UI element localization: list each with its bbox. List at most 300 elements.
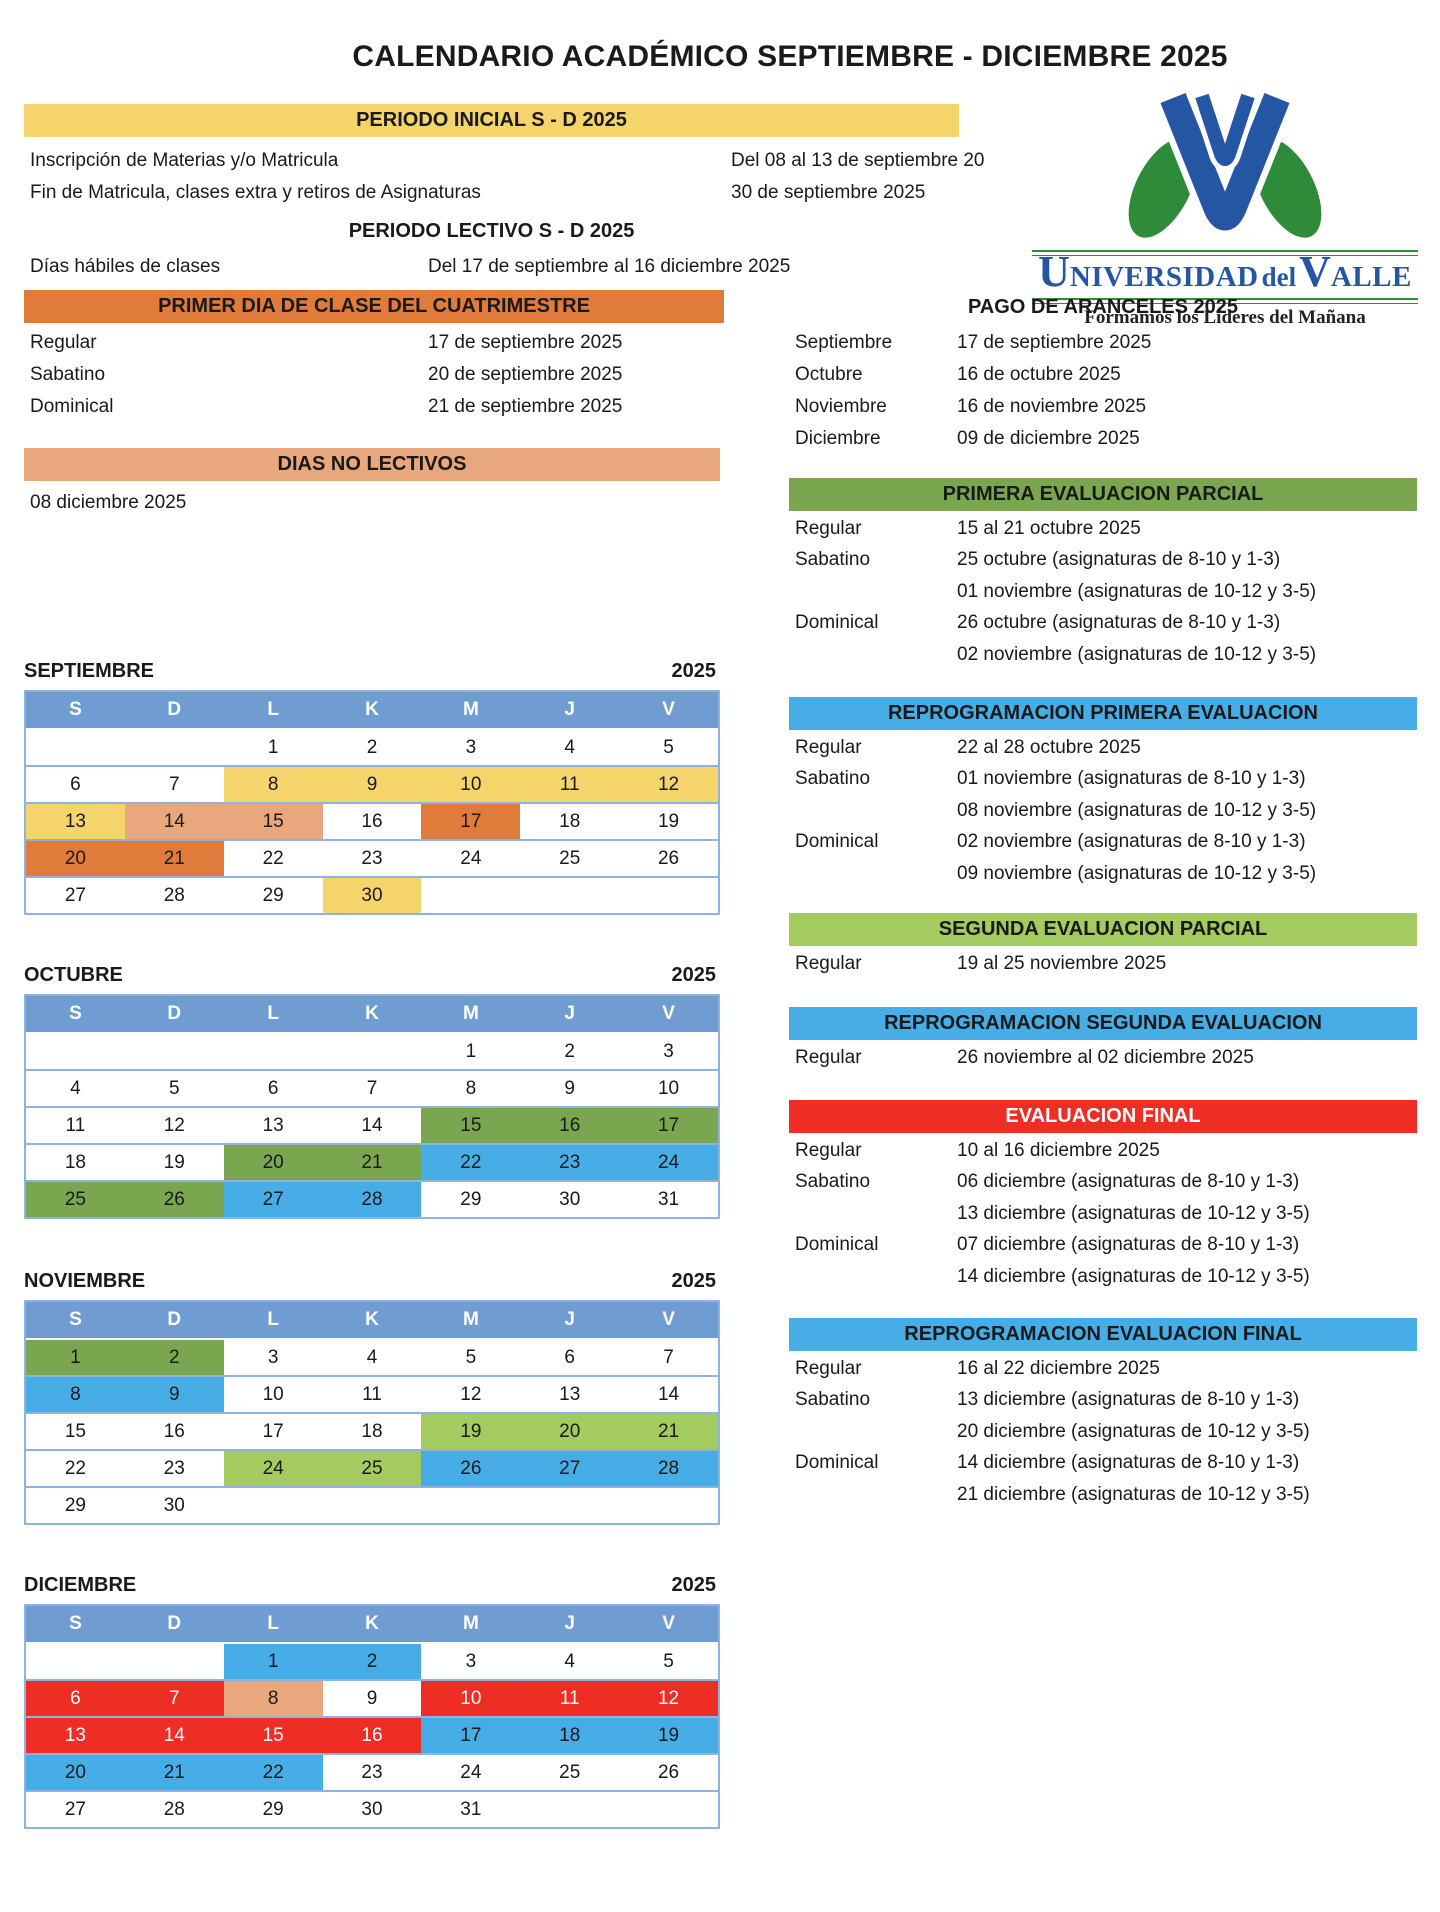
day-cell: 5	[125, 1071, 224, 1106]
row-label: Sabatino	[795, 1171, 871, 1193]
day-cell: 31	[619, 1182, 718, 1217]
evaluation-row	[789, 1045, 1417, 1071]
day-cell: 10	[421, 767, 520, 802]
calendar-week-row	[26, 1414, 718, 1451]
day-cell: 23	[520, 1145, 619, 1180]
day-cell	[26, 730, 125, 765]
day-cell: 3	[224, 1340, 323, 1375]
calendar-week-row	[26, 1377, 718, 1414]
day-cell: 11	[520, 767, 619, 802]
pago-aranceles-row	[789, 362, 1417, 388]
day-cell: 24	[421, 1755, 520, 1790]
day-header-cell: S	[69, 699, 82, 720]
day-cell: 7	[125, 767, 224, 802]
day-cell: 18	[520, 1718, 619, 1753]
row-value: 16 de noviembre 2025	[957, 396, 1147, 417]
row-value: 01 noviembre (asignaturas de 10-12 y 3-5)	[957, 580, 1317, 602]
row-label: Días hábiles de clases	[30, 256, 221, 277]
row-label: Dominical	[30, 396, 114, 417]
day-cell: 8	[224, 1681, 323, 1716]
day-cell	[224, 1488, 323, 1523]
row-value: 19 al 25 noviembre 2025	[957, 953, 1167, 974]
day-cell: 18	[26, 1145, 125, 1180]
day-cell: 26	[619, 1755, 718, 1790]
day-cell: 10	[224, 1377, 323, 1412]
day-header-cell: V	[662, 1309, 675, 1330]
row-label: Regular	[795, 1047, 862, 1068]
periodo-inicial-row	[24, 180, 959, 206]
day-cell: 8	[26, 1377, 125, 1412]
day-header-cell: D	[167, 1003, 182, 1024]
day-cell: 15	[224, 804, 323, 839]
calendar-month: SEPTIEMBRE	[24, 660, 155, 682]
day-cell: 10	[421, 1681, 520, 1716]
day-cell: 3	[421, 1644, 520, 1679]
day-cell: 9	[520, 1071, 619, 1106]
row-value: 15 al 21 octubre 2025	[957, 518, 1141, 539]
calendar-week-row	[26, 1034, 718, 1071]
calendar-week-row	[26, 1792, 718, 1827]
day-cell	[125, 1644, 224, 1679]
calendar-grid	[24, 994, 720, 1219]
dias-no-lectivos-banner: DIAS NO LECTIVOS	[24, 448, 720, 481]
day-cell: 12	[619, 767, 718, 802]
primer-dia-row	[24, 394, 724, 420]
day-cell	[619, 1488, 718, 1523]
calendar-year: 2025	[671, 660, 716, 682]
day-header-cell: S	[69, 1309, 82, 1330]
day-cell: 1	[224, 1644, 323, 1679]
day-cell: 13	[26, 1718, 125, 1753]
day-cell: 27	[520, 1451, 619, 1486]
row-value: 07 diciembre (asignaturas de 8-10 y 1-3)	[957, 1234, 1300, 1256]
evaluation-row	[789, 951, 1417, 977]
day-cell: 4	[26, 1071, 125, 1106]
calendar-septiembre	[24, 660, 720, 920]
evaluation-row	[789, 1201, 1417, 1227]
day-cell: 2	[125, 1340, 224, 1375]
calendar-week-row	[26, 841, 718, 878]
calendar-week-row	[26, 1108, 718, 1145]
row-label: Regular	[795, 953, 862, 974]
day-cell: 29	[26, 1488, 125, 1523]
calendar-grid	[24, 690, 720, 915]
day-cell: 9	[323, 1681, 422, 1716]
day-cell: 6	[26, 767, 125, 802]
evaluation-row	[789, 516, 1417, 542]
periodo-lectivo-row	[24, 254, 959, 280]
section-evaluacion-final	[789, 1100, 1417, 1300]
day-cell: 13	[26, 804, 125, 839]
day-cell: 30	[125, 1488, 224, 1523]
row-label: Diciembre	[795, 428, 881, 449]
section-banner: REPROGRAMACION PRIMERA EVALUACION	[789, 697, 1417, 730]
day-cell: 16	[520, 1108, 619, 1143]
day-cell	[323, 1488, 422, 1523]
day-cell: 17	[224, 1414, 323, 1449]
calendar-week-row	[26, 1340, 718, 1377]
primer-dia-row	[24, 362, 724, 388]
day-cell: 16	[323, 1718, 422, 1753]
wordmark-text: del	[1261, 262, 1297, 292]
row-value: Del 17 de septiembre al 16 diciembre 2025	[428, 256, 791, 277]
row-label: Sabatino	[795, 768, 871, 790]
calendar-month: NOVIEMBRE	[24, 1270, 146, 1292]
day-header-cell: L	[267, 1309, 279, 1330]
day-cell: 3	[421, 730, 520, 765]
row-label: Octubre	[795, 364, 863, 385]
day-header-cell: M	[462, 1613, 479, 1634]
section-banner: REPROGRAMACION EVALUACION FINAL	[789, 1318, 1417, 1351]
day-cell: 1	[224, 730, 323, 765]
day-cell: 21	[619, 1414, 718, 1449]
day-cell: 14	[323, 1108, 422, 1143]
calendar-month: DICIEMBRE	[24, 1574, 137, 1596]
calendar-week-row	[26, 1644, 718, 1681]
evaluation-row	[789, 579, 1417, 605]
row-label: Dominical	[795, 831, 879, 853]
row-value: 25 octubre (asignaturas de 8-10 y 1-3)	[957, 549, 1281, 571]
row-label: Septiembre	[795, 332, 893, 353]
section-segunda-evaluacion-parcial	[789, 913, 1417, 993]
day-header-cell: K	[365, 1613, 379, 1634]
row-value: 02 noviembre (asignaturas de 8-10 y 1-3)	[957, 831, 1306, 853]
day-cell: 26	[125, 1182, 224, 1217]
day-header-cell: J	[564, 1003, 575, 1024]
row-value: Del 08 al 13 de septiembre 20	[731, 150, 985, 171]
row-label: Sabatino	[795, 1389, 871, 1411]
day-cell: 9	[323, 767, 422, 802]
section-reprogramacion-primera-evaluacion	[789, 697, 1417, 897]
day-cell: 28	[323, 1182, 422, 1217]
day-cell: 10	[619, 1071, 718, 1106]
university-logo	[1020, 88, 1430, 329]
calendar-week-row	[26, 767, 718, 804]
pago-aranceles-heading: PAGO DE ARANCELES 2025	[967, 296, 1239, 318]
day-cell: 25	[520, 1755, 619, 1790]
calendar-year: 2025	[671, 1270, 716, 1292]
day-cell: 23	[323, 841, 422, 876]
row-label: Noviembre	[795, 396, 887, 417]
day-cell: 2	[520, 1034, 619, 1069]
day-header-cell: D	[167, 1309, 182, 1330]
calendar-week-row	[26, 878, 718, 913]
day-cell: 1	[421, 1034, 520, 1069]
row-value: 22 al 28 octubre 2025	[957, 737, 1141, 758]
section-banner: SEGUNDA EVALUACION PARCIAL	[789, 913, 1417, 946]
row-value: 21 de septiembre 2025	[428, 396, 623, 417]
evaluation-row	[789, 1450, 1417, 1476]
day-cell: 7	[619, 1340, 718, 1375]
row-label: Dominical	[795, 1234, 879, 1256]
day-cell: 14	[619, 1377, 718, 1412]
calendar-week-row	[26, 1451, 718, 1488]
row-label: Fin de Matricula, clases extra y retiros de Asignaturas	[30, 182, 481, 203]
evaluation-row	[789, 1419, 1417, 1445]
calendar-header-row	[26, 692, 718, 730]
calendar-year: 2025	[671, 1574, 716, 1596]
day-cell	[619, 1792, 718, 1827]
calendar-week-row	[26, 1182, 718, 1217]
day-cell: 20	[224, 1145, 323, 1180]
pago-aranceles-row	[789, 330, 1417, 356]
day-cell: 26	[619, 841, 718, 876]
day-cell: 23	[125, 1451, 224, 1486]
day-cell: 15	[421, 1108, 520, 1143]
day-cell: 14	[125, 1718, 224, 1753]
day-cell	[224, 1034, 323, 1069]
wordmark-text: NIVERSIDAD	[1069, 261, 1259, 293]
periodo-inicial-row	[24, 148, 985, 174]
day-cell: 12	[421, 1377, 520, 1412]
calendar-week-row	[26, 1718, 718, 1755]
day-cell: 27	[224, 1182, 323, 1217]
day-cell: 28	[125, 878, 224, 913]
day-cell	[421, 878, 520, 913]
day-cell: 25	[26, 1182, 125, 1217]
day-cell: 29	[224, 878, 323, 913]
row-value: 21 diciembre (asignaturas de 10-12 y 3-5)	[957, 1483, 1310, 1505]
page-title: CALENDARIO ACADÉMICO SEPTIEMBRE - DICIEMBRE 2025	[352, 40, 1228, 73]
day-cell	[125, 1034, 224, 1069]
pago-aranceles-row	[789, 426, 1417, 452]
calendar-week-row	[26, 1755, 718, 1792]
row-value: 20 diciembre (asignaturas de 10-12 y 3-5)	[957, 1420, 1310, 1442]
day-cell: 4	[520, 1644, 619, 1679]
day-cell: 16	[323, 804, 422, 839]
row-value: 01 noviembre (asignaturas de 8-10 y 1-3)	[957, 768, 1306, 790]
row-value: 06 diciembre (asignaturas de 8-10 y 1-3)	[957, 1171, 1300, 1193]
row-label: Dominical	[795, 612, 879, 634]
day-cell: 24	[421, 841, 520, 876]
row-label: Sabatino	[30, 364, 106, 385]
day-header-cell: J	[564, 699, 575, 720]
section-reprogramacion-segunda-evaluacion	[789, 1007, 1417, 1087]
day-cell: 12	[125, 1108, 224, 1143]
row-value: 08 noviembre (asignaturas de 10-12 y 3-5)	[957, 799, 1317, 821]
day-cell: 22	[224, 841, 323, 876]
calendar-diciembre	[24, 1574, 720, 1834]
row-value: 13 diciembre (asignaturas de 8-10 y 1-3)	[957, 1389, 1300, 1411]
day-header-cell: S	[69, 1613, 82, 1634]
day-cell: 12	[619, 1681, 718, 1716]
day-cell: 21	[125, 841, 224, 876]
day-cell	[26, 1644, 125, 1679]
row-label: Inscripción de Materias y/o Matricula	[30, 150, 339, 171]
row-value: 13 diciembre (asignaturas de 10-12 y 3-5)	[957, 1202, 1310, 1224]
wordmark-initial: V	[1299, 247, 1331, 296]
evaluation-row	[789, 1356, 1417, 1382]
evaluation-row	[789, 547, 1417, 573]
day-cell: 24	[619, 1145, 718, 1180]
evaluation-row	[789, 1138, 1417, 1164]
day-cell: 29	[421, 1182, 520, 1217]
day-header-cell: K	[365, 699, 379, 720]
row-label: Regular	[795, 1140, 862, 1161]
section-primera-evaluacion-parcial	[789, 478, 1417, 678]
day-cell: 8	[224, 767, 323, 802]
day-cell	[323, 1034, 422, 1069]
day-header-cell: D	[167, 699, 182, 720]
row-label: 08 diciembre 2025	[30, 492, 187, 513]
day-cell: 30	[323, 1792, 422, 1827]
evaluation-row	[789, 610, 1417, 636]
calendar-title	[24, 964, 716, 987]
day-cell: 5	[619, 1644, 718, 1679]
day-cell: 11	[323, 1377, 422, 1412]
day-cell: 22	[224, 1755, 323, 1790]
university-tagline: Formamos los Líderes del Mañana	[1084, 307, 1366, 328]
day-cell: 6	[520, 1340, 619, 1375]
row-value: 17 de septiembre 2025	[957, 332, 1152, 353]
day-cell: 11	[520, 1681, 619, 1716]
row-value: 17 de septiembre 2025	[428, 332, 623, 353]
row-label: Regular	[30, 332, 97, 353]
day-header-cell: V	[662, 699, 675, 720]
day-cell: 15	[26, 1414, 125, 1449]
row-value: 10 al 16 diciembre 2025	[957, 1140, 1160, 1161]
row-value: 14 diciembre (asignaturas de 10-12 y 3-5)	[957, 1265, 1310, 1287]
day-cell: 16	[125, 1414, 224, 1449]
day-cell: 23	[323, 1755, 422, 1790]
day-cell: 20	[520, 1414, 619, 1449]
day-header-cell: M	[462, 1309, 479, 1330]
evaluation-row	[789, 1482, 1417, 1508]
calendar-octubre	[24, 964, 720, 1224]
day-header-cell: D	[167, 1613, 182, 1634]
day-cell: 17	[619, 1108, 718, 1143]
day-cell: 2	[323, 1644, 422, 1679]
calendar-month: OCTUBRE	[24, 964, 123, 986]
day-cell: 28	[125, 1792, 224, 1827]
calendar-week-row	[26, 1681, 718, 1718]
day-cell: 1	[26, 1340, 125, 1375]
section-banner: PRIMERA EVALUACION PARCIAL	[789, 478, 1417, 511]
periodo-inicial-banner: PERIODO INICIAL S - D 2025	[24, 104, 959, 137]
row-value: 14 diciembre (asignaturas de 8-10 y 1-3)	[957, 1452, 1300, 1474]
university-wordmark	[1032, 247, 1418, 300]
day-cell: 17	[421, 804, 520, 839]
day-cell: 30	[323, 878, 422, 913]
evaluation-row	[789, 642, 1417, 668]
evaluation-row	[789, 798, 1417, 824]
day-cell: 6	[224, 1071, 323, 1106]
day-header-cell: L	[267, 1613, 279, 1634]
day-cell: 26	[421, 1451, 520, 1486]
day-cell: 11	[26, 1108, 125, 1143]
day-cell: 30	[520, 1182, 619, 1217]
calendar-week-row	[26, 804, 718, 841]
calendar-week-row	[26, 1071, 718, 1108]
day-cell: 29	[224, 1792, 323, 1827]
day-cell: 2	[323, 730, 422, 765]
day-header-cell: J	[564, 1309, 575, 1330]
evaluation-row	[789, 829, 1417, 855]
day-cell: 18	[520, 804, 619, 839]
calendar-title	[24, 1270, 716, 1293]
calendar-noviembre	[24, 1270, 720, 1530]
day-cell: 5	[619, 730, 718, 765]
day-cell: 13	[224, 1108, 323, 1143]
calendar-grid	[24, 1300, 720, 1525]
evaluation-row	[789, 1387, 1417, 1413]
day-cell: 19	[619, 1718, 718, 1753]
day-cell: 22	[26, 1451, 125, 1486]
day-cell: 27	[26, 1792, 125, 1827]
section-reprogramacion-evaluacion-final	[789, 1318, 1417, 1518]
day-cell: 4	[323, 1340, 422, 1375]
day-cell: 25	[520, 841, 619, 876]
calendar-week-row	[26, 1145, 718, 1182]
day-cell: 22	[421, 1145, 520, 1180]
day-cell	[421, 1488, 520, 1523]
row-value: 30 de septiembre 2025	[731, 182, 926, 203]
day-cell: 20	[26, 841, 125, 876]
section-banner: REPROGRAMACION SEGUNDA EVALUACION	[789, 1007, 1417, 1040]
day-header-cell: L	[267, 699, 279, 720]
row-label: Dominical	[795, 1452, 879, 1474]
day-cell: 7	[125, 1681, 224, 1716]
day-cell: 27	[26, 878, 125, 913]
row-value: 09 de diciembre 2025	[957, 428, 1140, 449]
row-value: 16 al 22 diciembre 2025	[957, 1358, 1160, 1379]
primer-dia-banner: PRIMER DIA DE CLASE DEL CUATRIMESTRE	[24, 290, 724, 323]
dias-no-lectivos-row	[24, 490, 720, 516]
row-value: 02 noviembre (asignaturas de 10-12 y 3-5)	[957, 643, 1317, 665]
calendar-grid	[24, 1604, 720, 1829]
day-header-cell: V	[662, 1613, 675, 1634]
periodo-lectivo-heading: PERIODO LECTIVO S - D 2025	[348, 220, 635, 242]
day-cell: 19	[421, 1414, 520, 1449]
row-value: 16 de octubre 2025	[957, 364, 1121, 385]
day-header-cell: M	[462, 1003, 479, 1024]
day-cell: 21	[125, 1755, 224, 1790]
row-value: 20 de septiembre 2025	[428, 364, 623, 385]
evaluation-row	[789, 861, 1417, 887]
day-cell: 20	[26, 1755, 125, 1790]
day-header-cell: L	[267, 1003, 279, 1024]
row-value: 09 noviembre (asignaturas de 10-12 y 3-5)	[957, 862, 1317, 884]
evaluation-row	[789, 1264, 1417, 1290]
day-cell: 15	[224, 1718, 323, 1753]
day-cell: 21	[323, 1145, 422, 1180]
university-emblem-icon	[1117, 88, 1333, 250]
day-cell: 5	[421, 1340, 520, 1375]
row-label: Regular	[795, 1358, 862, 1379]
wordmark-initial: U	[1038, 247, 1070, 296]
day-cell: 7	[323, 1071, 422, 1106]
wordmark-text: ALLE	[1330, 261, 1412, 293]
calendar-title	[24, 660, 716, 683]
calendar-week-row	[26, 730, 718, 767]
day-cell	[520, 1792, 619, 1827]
day-cell	[125, 730, 224, 765]
calendar-header-row	[26, 996, 718, 1034]
day-header-cell: K	[365, 1003, 379, 1024]
row-label: Regular	[795, 737, 862, 758]
evaluation-row	[789, 766, 1417, 792]
pago-aranceles-row	[789, 394, 1417, 420]
day-cell	[619, 878, 718, 913]
row-label: Sabatino	[795, 549, 871, 571]
day-cell: 28	[619, 1451, 718, 1486]
day-cell: 18	[323, 1414, 422, 1449]
day-header-cell: M	[462, 699, 479, 720]
day-cell: 25	[323, 1451, 422, 1486]
calendar-header-row	[26, 1606, 718, 1644]
calendar-header-row	[26, 1302, 718, 1340]
section-banner: EVALUACION FINAL	[789, 1100, 1417, 1133]
